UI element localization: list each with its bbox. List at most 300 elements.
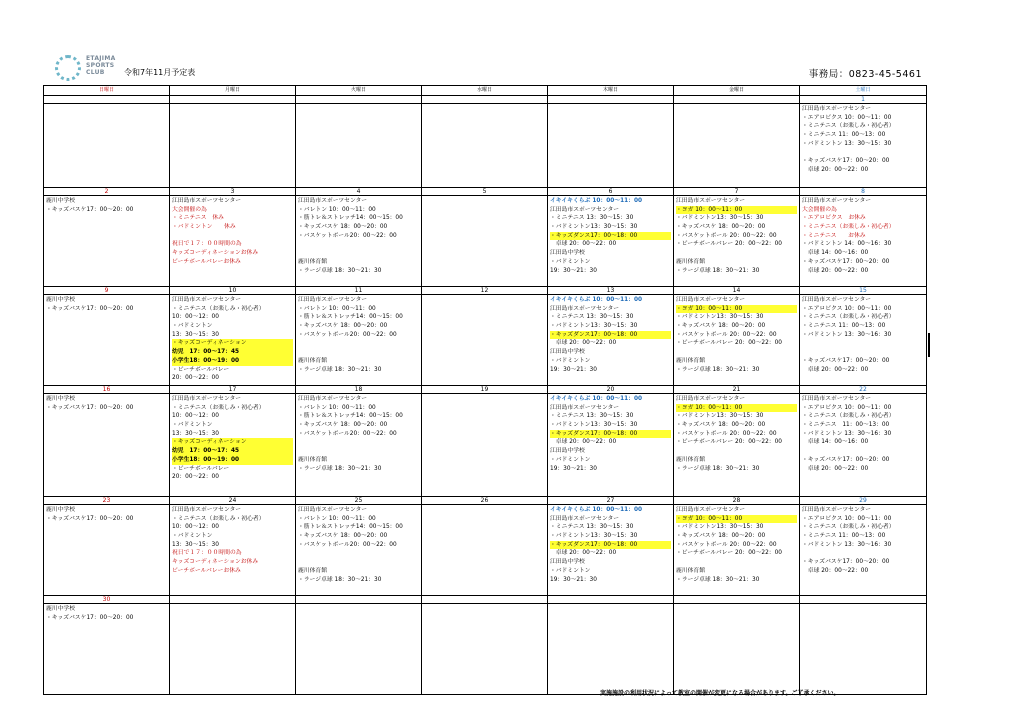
schedule-line: 江田島中学校: [550, 250, 585, 257]
schedule-line: ・キッズバスケ 18：00～20：00: [298, 422, 388, 429]
schedule-line: ・キッズバスケ 18：00～20：00: [676, 224, 766, 231]
date-number: 9: [44, 287, 170, 295]
schedule-line: ・バドミントン13：30～15：30: [550, 533, 638, 540]
day-cell: [422, 104, 548, 188]
schedule-line: ・バドミントン13：30～15：30: [676, 314, 764, 321]
schedule-line: ・筋トレ＆ストレッチ14：00～15：00: [298, 314, 403, 321]
schedule-line: 江田島市スポーツセンター: [676, 297, 746, 303]
date-number: 21: [674, 386, 800, 394]
day-cell: [170, 104, 296, 188]
schedule-line: ・バドミントン: [550, 567, 591, 574]
date-number: 23: [44, 497, 170, 505]
schedule-line: ・ミニテニス 13：30～15：30: [550, 314, 634, 321]
schedule-line: ・バドミントン13：30～15：30: [550, 224, 638, 231]
schedule-line: ・ミニテニス 13：30～15：30: [550, 524, 634, 531]
date-number: [170, 596, 296, 604]
day-cell: [44, 394, 170, 497]
schedule-line: ・バドミントン13：30～15：30: [676, 215, 764, 222]
day-cell: [422, 604, 548, 695]
schedule-line: [298, 447, 419, 456]
day-cell: [800, 505, 927, 596]
schedule-line: 江田島市スポーツセンター: [802, 198, 872, 204]
schedule-line: 江田島市スポーツセンター: [172, 396, 242, 402]
weekday-mon: 月曜日: [170, 86, 296, 96]
schedule-line: ・バドミントン 13：30～16：30: [802, 430, 892, 437]
schedule-line: ・キッズバスケ 18：00～20：00: [676, 422, 766, 429]
schedule-line: ・キッズダンス17：00～18：00: [550, 541, 671, 550]
schedule-line: [298, 558, 419, 567]
schedule-line: [298, 339, 419, 348]
day-cell: [422, 295, 548, 386]
footnote: 実施施設の利用状況によって教室の開催が変更になる場合があります。ご了承ください。: [600, 690, 840, 697]
day-cell: [170, 505, 296, 596]
schedule-line: 20：00～22：00: [172, 474, 219, 481]
schedule-line: 13：30～15：30: [172, 430, 219, 437]
day-cell: [296, 196, 422, 287]
schedule-line: 幼児 17：00～17：45: [172, 348, 293, 357]
page-title: 令和7年11月予定表: [124, 68, 196, 77]
day-cell: [44, 104, 170, 188]
schedule-line: ・キッズコーディネーション: [172, 438, 293, 447]
day-cell: [44, 295, 170, 386]
date-number: 13: [548, 287, 674, 295]
schedule-line: イキイキくらぶ 10：00～11：00: [550, 396, 643, 402]
date-number: 15: [800, 287, 927, 295]
schedule-line: 10：00～12：00: [172, 524, 219, 531]
schedule-line: ・ビーチボールバレー: [172, 366, 230, 373]
date-number: [548, 96, 674, 104]
schedule-line: ・エアロビクス 10：00～11：00: [802, 305, 892, 312]
schedule-line: ・ラージ卓球 18：30～21：30: [676, 267, 760, 274]
date-number: [296, 96, 422, 104]
schedule-line: ・キッズバスケ17：00～20：00: [46, 305, 134, 312]
schedule-line: ・バドミントン13：30～15：30: [676, 413, 764, 420]
schedule-line: ・バドミントン 13：30～15：30: [802, 140, 892, 147]
day-cell: [548, 295, 674, 386]
day-cell: [170, 196, 296, 287]
schedule-line: ・バスケットボール20：00～22：00: [298, 541, 397, 548]
day-cell: [548, 604, 674, 695]
date-number: [674, 596, 800, 604]
day-cell-row: [44, 104, 927, 188]
schedule-line: 鹿川中学校: [46, 507, 75, 513]
schedule-line: ・ミニテニス（お楽しみ・初心者）: [802, 224, 895, 231]
schedule-line: 鹿川中学校: [46, 606, 75, 612]
schedule-line: 卓球 20：00～22：00: [550, 550, 617, 557]
date-number: 25: [296, 497, 422, 505]
schedule-line: ・バスケットボール20：00～22：00: [298, 232, 397, 239]
schedule-line: 卓球 20：00～22：00: [550, 340, 617, 347]
schedule-line: 江田島市スポーツセンター: [298, 198, 368, 204]
day-cell: [548, 505, 674, 596]
day-cell: [800, 295, 927, 386]
schedule-line: ・バドミントン 13：30～16：30: [802, 331, 892, 338]
schedule-line: ・ヨガ 10：00～11：00: [676, 305, 797, 314]
date-number: 22: [800, 386, 927, 394]
schedule-line: 江田島市スポーツセンター: [172, 507, 242, 513]
schedule-line: 江田島市スポーツセンター: [298, 297, 368, 303]
schedule-line: ・ラージ卓球 18：30～21：30: [298, 267, 382, 274]
schedule-line: ・ビーチボールバレー 20：00～22：00: [676, 439, 782, 446]
schedule-line: 鹿川中学校: [46, 198, 75, 204]
date-number: 16: [44, 386, 170, 394]
schedule-line: ・ラージ卓球 18：30～21：30: [298, 576, 382, 583]
date-number: 2: [44, 188, 170, 196]
day-cell: [674, 196, 800, 287]
schedule-line: [172, 232, 293, 241]
schedule-line: ・キッズバスケ17：00～20：00: [802, 559, 890, 566]
schedule-line: 鹿川体育館: [298, 456, 327, 463]
schedule-line: ・ラージ卓球 18：30～21：30: [298, 366, 382, 373]
schedule-line: 鹿川中学校: [46, 297, 75, 303]
schedule-line: 祝日で１７：００時間の為: [172, 241, 242, 248]
date-number: 8: [800, 188, 927, 196]
schedule-line: ・バドミントン: [550, 357, 591, 364]
weekday-sat: 土曜日: [800, 86, 927, 96]
date-number: 11: [296, 287, 422, 295]
date-number: 5: [422, 188, 548, 196]
day-cell: [548, 104, 674, 188]
day-cell-row: [44, 394, 927, 497]
day-cell: [548, 196, 674, 287]
day-cell: [170, 604, 296, 695]
schedule-line: ・キッズバスケ17：00～20：00: [46, 614, 134, 621]
schedule-line: ・ミニテニス（お楽しみ・初心者）: [802, 524, 895, 531]
etajima-logo-icon: [55, 55, 81, 81]
schedule-line: ・筋トレ＆ストレッチ14：00～15：00: [298, 413, 403, 420]
date-number: 3: [170, 188, 296, 196]
day-cell: [170, 295, 296, 386]
schedule-line: 江田島市スポーツセンター: [550, 515, 620, 522]
day-cell: [674, 394, 800, 497]
schedule-line: [802, 348, 924, 357]
schedule-line: 19：30～21：30: [550, 366, 597, 373]
schedule-line: [802, 148, 924, 157]
schedule-line: ・バドミントン13：30～15：30: [550, 422, 638, 429]
date-number-row: [44, 596, 927, 604]
schedule-line: ・ミニテニス 11：00～13：00: [802, 422, 890, 429]
schedule-line: ・バスケットボール20：00～22：00: [298, 430, 397, 437]
schedule-line: [298, 249, 419, 258]
schedule-line: 卓球 20：00～22：00: [802, 366, 869, 373]
schedule-line: 20：00～22：00: [172, 375, 219, 382]
schedule-line: ・バドミントン 14：00～16：30: [802, 241, 892, 248]
day-cell: [44, 505, 170, 596]
schedule-line: ・ミニテニス（お楽しみ・初心者）: [802, 123, 895, 130]
schedule-line: 鹿川体育館: [298, 258, 327, 265]
schedule-line: ・バドミントン13：30～15：30: [550, 323, 638, 330]
schedule-line: ・バドミントン: [550, 456, 591, 463]
schedule-line: ・ラージ卓球 18：30～21：30: [676, 576, 760, 583]
schedule-line: ・バレトン 10：00～11：00: [298, 515, 376, 522]
schedule-line: [298, 348, 419, 357]
schedule-line: ・バスケットボール 20：00～22：00: [676, 331, 777, 338]
day-cell: [800, 604, 927, 695]
schedule-line: 卓球 20：00～22：00: [802, 465, 869, 472]
schedule-line: 江田島市スポーツセンター: [550, 305, 620, 312]
weekday-header-row: [44, 86, 927, 96]
schedule-line: [298, 438, 419, 447]
schedule-line: ・ミニテニス 休み: [172, 215, 224, 222]
schedule-line: 江田島市スポーツセンター: [550, 404, 620, 411]
schedule-line: 卓球 20：00～22：00: [802, 267, 869, 274]
date-number: 19: [422, 386, 548, 394]
schedule-line: 江田島市スポーツセンター: [172, 198, 242, 204]
schedule-line: ・バドミントン: [550, 258, 591, 265]
day-cell: [170, 394, 296, 497]
date-number: [422, 596, 548, 604]
schedule-line: ・ミニテニス 13：30～15：30: [550, 413, 634, 420]
schedule-line: ・キッズダンス17：00～18：00: [550, 232, 671, 241]
schedule-line: 卓球 20：00～22：00: [550, 439, 617, 446]
schedule-line: ・ビーチボールバレー: [172, 465, 230, 472]
day-cell: [422, 196, 548, 287]
date-number: 14: [674, 287, 800, 295]
schedule-line: キッズコーディネーションお休み: [172, 559, 259, 566]
schedule-line: ビーチボールバレーお休み: [172, 258, 241, 265]
day-cell: [674, 604, 800, 695]
date-number: 29: [800, 497, 927, 505]
day-cell: [800, 394, 927, 497]
schedule-line: [676, 348, 797, 357]
date-number-row: [44, 386, 927, 394]
schedule-line: ・キッズバスケ17：00～20：00: [46, 404, 134, 411]
schedule-line: [802, 339, 924, 348]
schedule-calendar: [43, 85, 927, 695]
schedule-line: ・筋トレ＆ストレッチ14：00～15：00: [298, 215, 403, 222]
date-number: [170, 96, 296, 104]
date-number-row: [44, 96, 927, 104]
schedule-line: ・バレトン 10：00～11：00: [298, 305, 376, 312]
schedule-line: 江田島市スポーツセンター: [172, 297, 242, 303]
date-number: 4: [296, 188, 422, 196]
date-number-row: [44, 497, 927, 505]
schedule-line: 卓球 14：00～16：00: [802, 250, 869, 257]
weekday-wed: 水曜日: [422, 86, 548, 96]
schedule-line: ・キッズバスケ 18：00～20：00: [298, 224, 388, 231]
schedule-line: ・ミニテニス 11：00～13：00: [802, 533, 886, 540]
schedule-line: ・ラージ卓球 18：30～21：30: [676, 465, 760, 472]
date-number: [674, 96, 800, 104]
page-edge-mark: [928, 333, 930, 357]
day-cell: [422, 394, 548, 497]
schedule-line: ・筋トレ＆ストレッチ14：00～15：00: [298, 524, 403, 531]
schedule-line: ・バスケットボール20：00～22：00: [298, 331, 397, 338]
date-number: 24: [170, 497, 296, 505]
schedule-line: 江田島市スポーツセンター: [676, 507, 746, 513]
date-number-row: [44, 188, 927, 196]
schedule-line: ・ミニテニス（お楽しみ・初心者）: [172, 404, 265, 411]
schedule-line: ・キッズバスケ17：00～20：00: [46, 515, 134, 522]
schedule-line: ・ミニテニス（お楽しみ・初心者）: [802, 413, 895, 420]
schedule-line: [676, 447, 797, 456]
day-cell: [44, 196, 170, 287]
schedule-line: ・キッズバスケ17：00～20：00: [802, 258, 890, 265]
schedule-line: 鹿川体育館: [676, 567, 705, 574]
schedule-line: [298, 549, 419, 558]
schedule-line: 江田島市スポーツセンター: [298, 396, 368, 402]
schedule-line: [298, 240, 419, 249]
schedule-line: ・エアロビクス 10：00～11：00: [802, 404, 892, 411]
schedule-line: 祝日で１７：００時間の為: [172, 550, 242, 557]
schedule-line: 江田島市スポーツセンター: [802, 396, 872, 402]
schedule-line: キッズコーディネーションお休み: [172, 250, 259, 257]
schedule-line: ・バスケットボール 20：00～22：00: [676, 541, 777, 548]
schedule-line: ・キッズバスケ 18：00～20：00: [298, 323, 388, 330]
day-cell: [674, 104, 800, 188]
schedule-line: ・ミニテニス お休み: [802, 232, 866, 239]
schedule-line: ・キッズバスケ 18：00～20：00: [676, 323, 766, 330]
schedule-line: ・ミニテニス（お楽しみ・初心者）: [172, 305, 265, 312]
schedule-line: ・ビーチボールバレー 20：00～22：00: [676, 241, 782, 248]
schedule-line: ・バレトン 10：00～11：00: [298, 206, 376, 213]
schedule-line: ・ラージ卓球 18：30～21：30: [298, 465, 382, 472]
schedule-line: 江田島市スポーツセンター: [802, 106, 872, 112]
schedule-line: ・ヨガ 10：00～11：00: [676, 404, 797, 413]
schedule-line: 江田島市スポーツセンター: [550, 206, 620, 213]
schedule-line: [676, 558, 797, 567]
schedule-line: 幼児 17：00～17：45: [172, 447, 293, 456]
schedule-line: ・ミニテニス 13：30～15：30: [550, 215, 634, 222]
schedule-line: 江田島市スポーツセンター: [676, 198, 746, 204]
schedule-line: 鹿川体育館: [298, 357, 327, 364]
date-number: 12: [422, 287, 548, 295]
schedule-line: 19：30～21：30: [550, 465, 597, 472]
schedule-line: 19：30～21：30: [550, 576, 597, 583]
day-cell: [674, 505, 800, 596]
date-number: [422, 96, 548, 104]
day-cell: [296, 295, 422, 386]
schedule-line: ・バドミントン 13：30～16：30: [802, 541, 892, 548]
schedule-line: ・キッズダンス17：00～18：00: [550, 331, 671, 340]
schedule-line: ・キッズバスケ 18：00～20：00: [298, 533, 388, 540]
date-number: 7: [674, 188, 800, 196]
day-cell: [296, 505, 422, 596]
schedule-line: イキイキくらぶ 10：00～11：00: [550, 198, 643, 204]
weekday-thu: 木曜日: [548, 86, 674, 96]
schedule-line: 卓球 20：00～22：00: [802, 567, 869, 574]
date-number: [296, 596, 422, 604]
schedule-line: ・キッズダンス17：00～18：00: [550, 430, 671, 439]
day-cell: [800, 196, 927, 287]
schedule-line: ・エアロビクス お休み: [802, 215, 866, 222]
schedule-line: 10：00～12：00: [172, 413, 219, 420]
schedule-line: 江田島市スポーツセンター: [802, 507, 872, 513]
date-number: 26: [422, 497, 548, 505]
date-number: 17: [170, 386, 296, 394]
schedule-line: ・バドミントン13：30～15：30: [676, 524, 764, 531]
schedule-line: ・ラージ卓球 18：30～21：30: [676, 366, 760, 373]
schedule-line: 鹿川体育館: [676, 258, 705, 265]
schedule-line: 卓球 20：00～22：00: [802, 166, 869, 173]
day-cell: [296, 604, 422, 695]
date-number: 6: [548, 188, 674, 196]
schedule-line: イキイキくらぶ 10：00～11：00: [550, 507, 643, 513]
day-cell: [800, 104, 927, 188]
schedule-line: 卓球 14：00～16：00: [802, 439, 869, 446]
schedule-line: 鹿川体育館: [298, 567, 327, 574]
schedule-line: ・キッズバスケ17：00～20：00: [46, 206, 134, 213]
schedule-line: ・バスケットボール 20：00～22：00: [676, 430, 777, 437]
office-phone: 事務局：0823-45-5461: [808, 69, 922, 80]
date-number-row: [44, 287, 927, 295]
schedule-line: ・キッズコーディネーション: [172, 339, 293, 348]
schedule-line: ・ビーチボールバレー 20：00～22：00: [676, 550, 782, 557]
schedule-line: ・バレトン 10：00～11：00: [298, 404, 376, 411]
schedule-line: 卓球 20：00～22：00: [550, 241, 617, 248]
date-number: 27: [548, 497, 674, 505]
schedule-line: ・エアロビクス 10：00～11：00: [802, 114, 892, 121]
schedule-line: 13：30～15：30: [172, 541, 219, 548]
schedule-line: イキイキくらぶ 10：00～11：00: [550, 297, 643, 303]
date-number: [44, 96, 170, 104]
schedule-line: ・キッズバスケ17：00～20：00: [802, 456, 890, 463]
schedule-line: 鹿川体育館: [676, 456, 705, 463]
date-number: [800, 596, 927, 604]
schedule-line: [802, 447, 924, 456]
schedule-line: ・キッズバスケ17：00～20：00: [802, 357, 890, 364]
weekday-sun: 日曜日: [44, 86, 170, 96]
schedule-line: 10：00～12：00: [172, 314, 219, 321]
day-cell: [44, 604, 170, 695]
schedule-line: ビーチボールバレーお休み: [172, 567, 241, 574]
schedule-line: ・バドミントン: [172, 422, 213, 429]
day-cell-row: [44, 505, 927, 596]
day-cell-row: [44, 604, 927, 695]
schedule-line: 大会開催の為: [172, 206, 207, 213]
date-number: 10: [170, 287, 296, 295]
schedule-line: ・ビーチボールバレー 20：00～22：00: [676, 340, 782, 347]
weekday-tue: 火曜日: [296, 86, 422, 96]
schedule-line: ・バドミントン: [172, 323, 213, 330]
schedule-line: ・バドミントン 休み: [172, 224, 236, 231]
weekday-fri: 金曜日: [674, 86, 800, 96]
schedule-line: ・ミニテニス 11：00～13：00: [802, 132, 886, 139]
schedule-line: ・ミニテニス 11：00～13：00: [802, 323, 886, 330]
schedule-line: ・ミニテニス（お楽しみ・初心者）: [802, 314, 895, 321]
date-number: 1: [800, 96, 927, 104]
schedule-line: ・バスケットボール 20：00～22：00: [676, 232, 777, 239]
day-cell: [296, 104, 422, 188]
schedule-line: 江田島市スポーツセンター: [676, 396, 746, 402]
date-number: 28: [674, 497, 800, 505]
day-cell-row: [44, 196, 927, 287]
schedule-line: [676, 249, 797, 258]
schedule-line: 13：30～15：30: [172, 331, 219, 338]
schedule-line: 江田島中学校: [550, 349, 585, 356]
schedule-line: 大会開催の為: [802, 206, 837, 213]
date-number: 20: [548, 386, 674, 394]
schedule-line: ・ヨガ 10：00～11：00: [676, 206, 797, 215]
schedule-line: ・ミニテニス（お楽しみ・初心者）: [172, 515, 265, 522]
date-number: 18: [296, 386, 422, 394]
day-cell: [548, 394, 674, 497]
schedule-line: 江田島中学校: [550, 448, 585, 455]
day-cell: [674, 295, 800, 386]
date-number: 30: [44, 596, 170, 604]
schedule-line: ・エアロビクス 10：00～11：00: [802, 515, 892, 522]
date-number: [548, 596, 674, 604]
schedule-line: 小学生18：00～19：00: [172, 456, 293, 465]
day-cell: [296, 394, 422, 497]
schedule-line: 小学生18：00～19：00: [172, 357, 293, 366]
schedule-line: ・バドミントン: [172, 533, 213, 540]
schedule-line: 鹿川体育館: [676, 357, 705, 364]
day-cell-row: [44, 295, 927, 386]
schedule-line: 江田島市スポーツセンター: [298, 507, 368, 513]
logo-text: ETAJIMA SPORTS CLUB: [86, 55, 116, 76]
schedule-line: ・キッズバスケ17：00～20：00: [802, 158, 890, 165]
